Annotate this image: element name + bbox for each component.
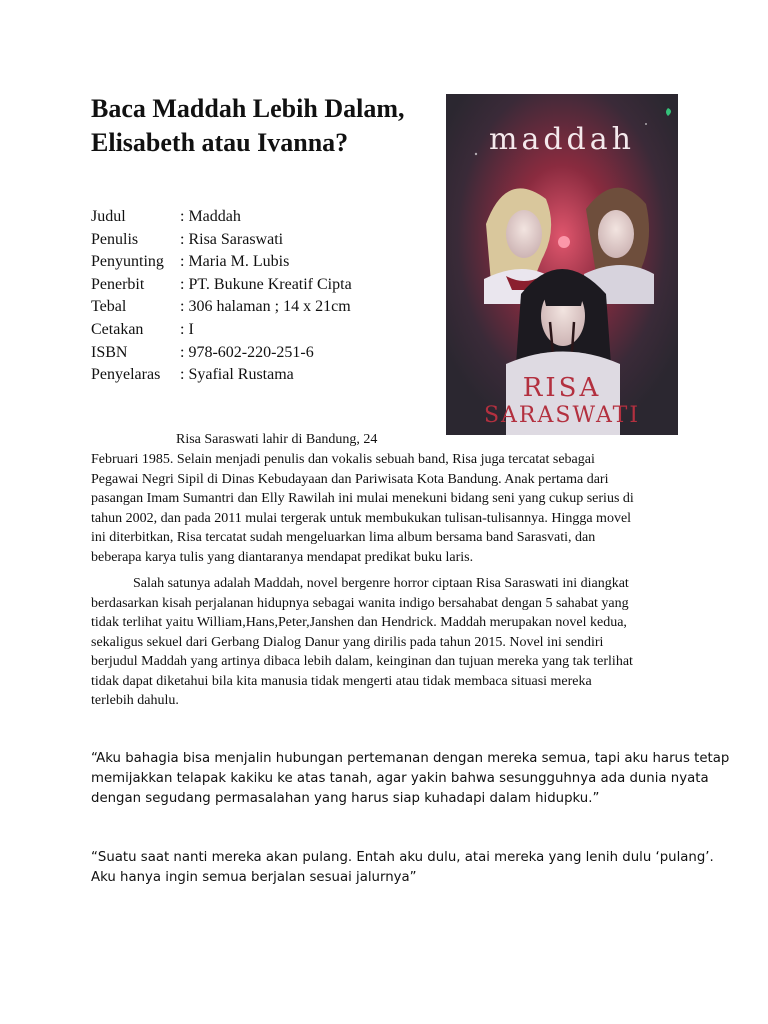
title-line: Baca Maddah Lebih Dalam, — [91, 94, 405, 123]
text-line: Februari 1985. Selain menjadi penulis dan vokalis sebuah band, Risa juga tercatat sebagai — [91, 452, 595, 467]
book-info-label: Penerbit — [91, 275, 145, 293]
quote-line: Aku hanya ingin semua berjalan sesuai jalurnya” — [91, 870, 417, 885]
book-info-row — [91, 274, 441, 297]
book-info-row — [91, 229, 441, 252]
book-info-row — [91, 251, 441, 274]
text-line: berjudul Maddah yang artinya dibaca lebih dalam, keinginan dan tujuan mereka yang tak terlihat — [91, 654, 633, 669]
quote-line: “Aku bahagia bisa menjalin hubungan pertemanan dengan mereka semua, tapi aku harus tetap — [91, 751, 730, 766]
text-line: berdasarkan kisah perjalanan hidupnya sebagai wanita indigo bersahabat dengan 5 sahabat yang — [91, 595, 629, 611]
cover-author-first: RISA — [522, 373, 602, 403]
book-info-value: : 978-602-220-251-6 — [180, 343, 314, 361]
text-line: sekaligus sekuel dari Gerbang Dialog Danur yang dirilis pada tahun 2015. Novel ini sendiri — [91, 634, 604, 650]
star — [645, 123, 647, 125]
book-info-label: Judul — [91, 208, 126, 225]
author-bio-paragraph — [91, 450, 681, 567]
text-line: Salah satunya adalah Maddah, novel bergenre horror ciptaan Risa Saraswati ini diangkat — [133, 576, 629, 591]
cover-title: maddah — [489, 122, 635, 157]
book-info-label: ISBN — [91, 343, 128, 361]
book-info-label: Cetakan — [91, 320, 144, 338]
text-line: pasangan Imam Sumantri dan Elly Rawilah ini mulai menekuni bidang seni yang cukup serius di — [91, 491, 634, 506]
page-title — [91, 92, 431, 160]
book-info-value: : 306 halaman ; 14 x 21cm — [180, 298, 351, 316]
book-info-value: : I — [180, 320, 194, 338]
text-line: tidak terlihat yaitu William,Hans,Peter,Janshen dan Hendrick. Maddah merupakan novel kedua, — [91, 615, 627, 630]
book-info-list — [91, 206, 441, 387]
book-info-value: : Maria M. Lubis — [180, 253, 290, 271]
title-line: Elisabeth atau Ivanna? — [91, 128, 349, 157]
book-info-row — [91, 296, 441, 319]
book-info-row — [91, 319, 441, 342]
book-info-value: : Syafial Rustama — [180, 366, 294, 384]
quote-block — [91, 749, 730, 809]
quote-line: dengan segudang permasalahan yang harus siap kuhadapi dalam hidupku.” — [91, 791, 600, 806]
book-cover-image — [446, 94, 678, 435]
book-info-row — [91, 342, 441, 365]
book-info-label: Tebal — [91, 298, 127, 316]
text-line: ini diterbitkan, Risa tercatat sudah mengeluarkan lima album bersama band Sarasvati, dan — [91, 530, 596, 545]
book-info-label: Penyelaras — [91, 366, 161, 384]
quote-line: memijakkan telapak kakiku ke atas tanah, agar yakin bahwa sesungguhnya ada dunia nyata — [91, 771, 709, 786]
book-info-value: : Maddah — [180, 208, 241, 225]
glowing-orb — [558, 236, 570, 248]
cover-author-last: SARASWATI — [483, 403, 641, 428]
book-info-label: Penyunting — [91, 253, 164, 271]
book-info-value: : Risa Saraswati — [180, 230, 284, 248]
text-line: terlebih dahulu. — [91, 693, 179, 708]
book-cover-art — [446, 94, 678, 435]
synopsis-paragraph — [91, 574, 681, 711]
quote-block — [91, 848, 714, 888]
star — [475, 153, 477, 155]
book-info-row — [91, 364, 441, 387]
text-line: beberapa karya tulis yang diantaranya mendapat predikat buku laris. — [91, 549, 474, 565]
text-line: tahun 2002, dan pada 2011 mulai tergerak untuk membukukan tulisan-tulisannya. Hingga movel — [91, 510, 632, 526]
book-info-row — [91, 206, 441, 229]
book-info-value: : PT. Bukune Kreatif Cipta — [180, 275, 352, 293]
quote-line: “Suatu saat nanti mereka akan pulang. Entah aku dulu, atai mereka yang lenih dulu ‘pulang’. — [91, 850, 714, 865]
text-line: tidak dapat diketahui bila kita manusia tidak mengerti atau tidak membaca situasi mereka — [91, 673, 592, 689]
paragraph-first-line: Risa Saraswati lahir di Bandung, 24 — [176, 432, 378, 447]
book-info-label: Penulis — [91, 230, 139, 248]
text-line: Pegawai Negri Sipil di Dinas Kebudayaan dan Pariwisata Kota Bandung. Anak pertama dari — [91, 471, 609, 487]
